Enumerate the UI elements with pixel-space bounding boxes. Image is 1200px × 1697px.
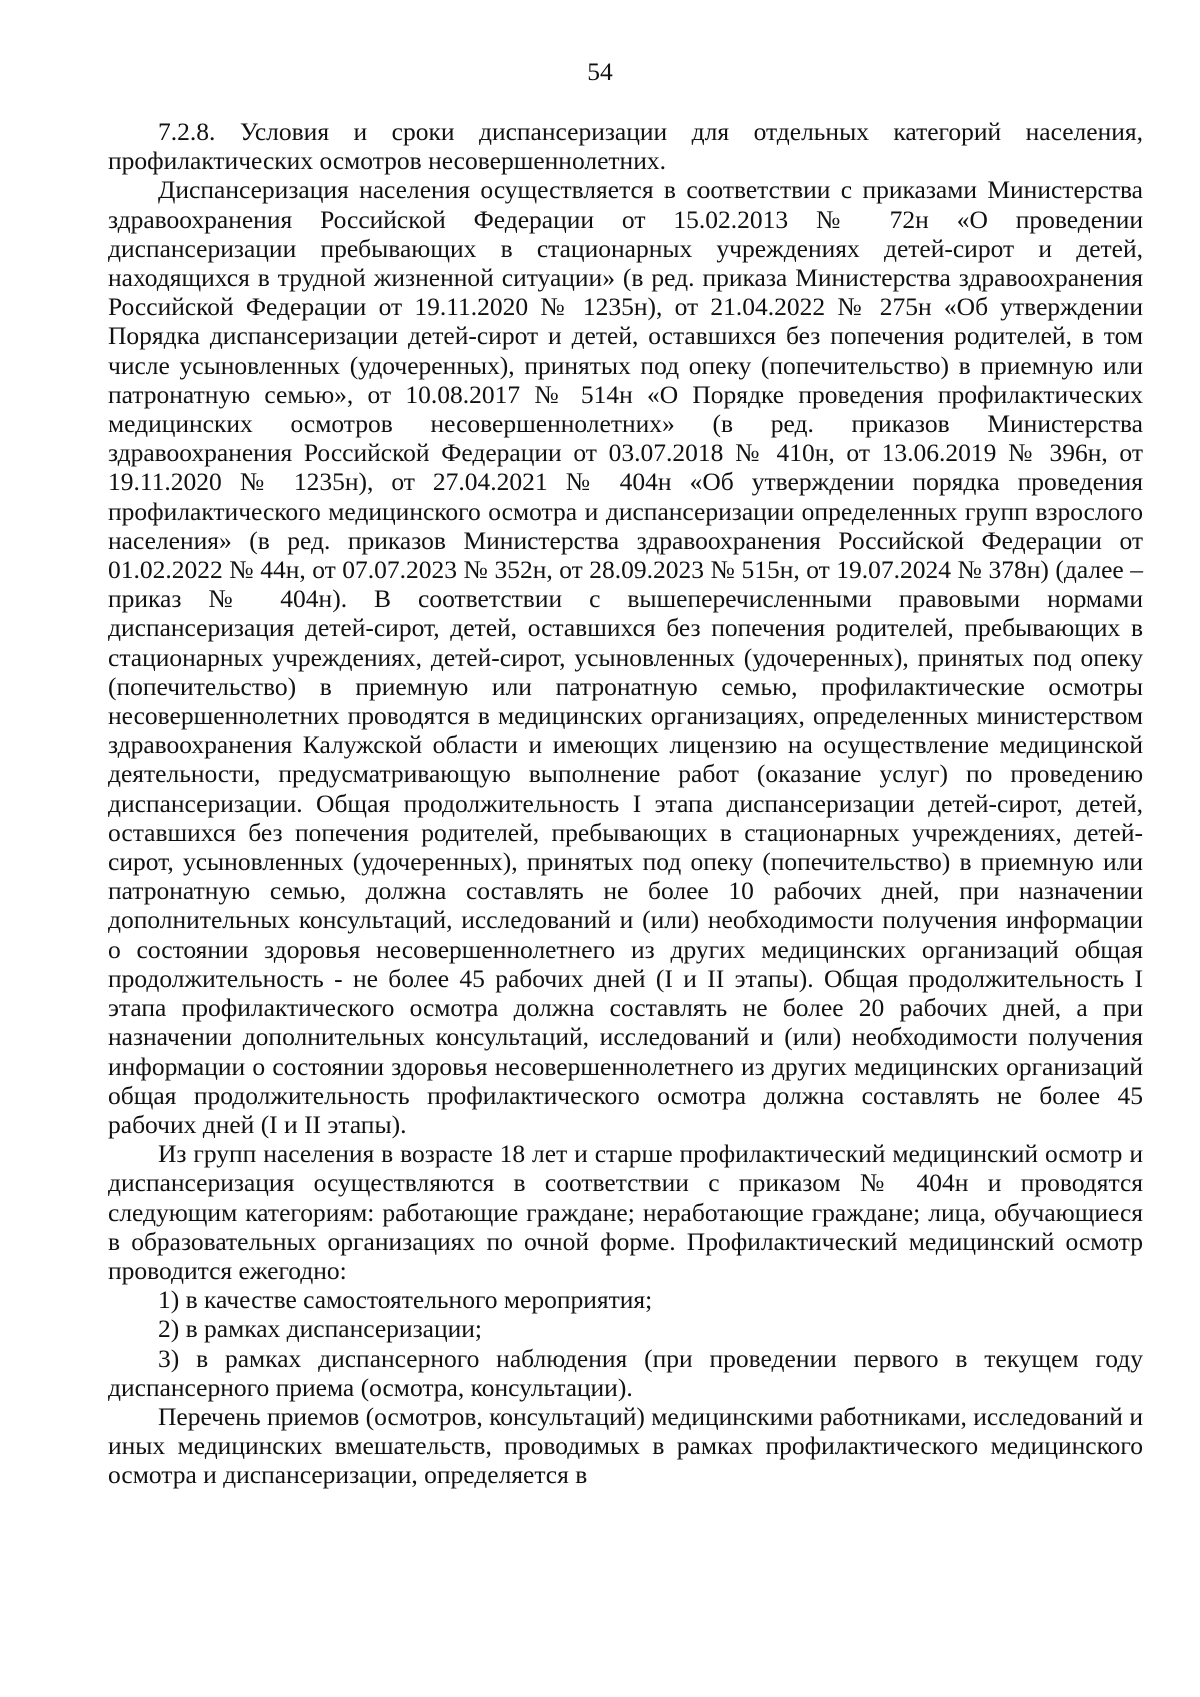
body-paragraph: Из групп населения в возрасте 18 лет и старше профилактический медицинский осмотр и диспансеризация осуществляются в соответствии с приказом № 404н и проводятся следующим категориям: работающие граждане; неработающие граждане; лица, обучающиеся в образовательных организациях по очной форме. Профилактический медицинский осмотр проводится ежегодно: bbox=[108, 1139, 1143, 1285]
body-paragraph: Диспансеризация населения осуществляется в соответствии с приказами Министерства здравоохранения Российской Федерации от 15.02.2013 № 72н «О проведении диспансеризации пребывающих в стационарных учреждениях детей-сирот и детей, находящихся в трудной жизненной ситуации» (в ред. приказа Министерства здравоохранения Российской Федерации от 19.11.2020 № 1235н), от 21.04.2022 № 275н «Об утверждении Порядка диспансеризации детей-сирот и детей, оставшихся без попечения родителей, в том числе усыновленных (удочеренных), принятых под опеку (попечительство) в приемную или патронатную семью», от 10.08.2017 № 514н «О Порядке проведения профилактических медицинских осмотров несовершеннолетних» (в ред. приказов Министерства здравоохранения Российской Федерации от 03.07.2018 № 410н, от 13.06.2019 № 396н, от 19.11.2020 № 1235н), от 27.04.2021 № 404н «Об утверждении порядка проведения профилактического медицинского осмотра и диспансеризации определенных групп взрослого населения» (в ред. приказов Министерства здравоохранения Российской Федерации от 01.02.2022 № 44н, от 07.07.2023 № 352н, от 28.09.2023 № 515н, от 19.07.2024 № 378н) (далее – приказ № 404н). В соответствии с вышеперечисленными правовыми нормами диспансеризация детей-сирот, детей, оставшихся без попечения родителей, пребывающих в стационарных учреждениях, детей-сирот, усыновленных (удочеренных), принятых под опеку (попечительство) в приемную или патронатную семью, профилактические осмотры несовершеннолетних проводятся в медицинских организациях, определенных министерством здравоохранения Калужской области и имеющих лицензию на осуществление медицинской деятельности, предусматривающую выполнение работ (оказание услуг) по проведению диспансеризации. Общая продолжительность I этапа диспансеризации детей-сирот, детей, оставшихся без попечения родителей, пребывающих в стационарных учреждениях, детей-сирот, усыновленных (удочеренных), принятых под опеку (попечительство) в приемную или патронатную семью, должна составлять не более 10 рабочих дней, при назначении дополнительных консультаций, исследований и (или) необходимости получения информации о состоянии здоровья несовершеннолетнего из других медицинских организаций общая продолжительность - не более 45 рабочих дней (I и II этапы). Общая продолжительность I этапа профилактического осмотра должна составлять не более 20 рабочих дней, а при назначении дополнительных консультаций, исследований и (или) необходимости получения информации о состоянии здоровья несовершеннолетнего из других медицинских организаций общая продолжительность профилактического осмотра должна составлять не более 45 рабочих дней (I и II этапы). bbox=[108, 175, 1143, 1139]
section-heading-paragraph: 7.2.8. Условия и сроки диспансеризации для отдельных категорий населения, профилактических осмотров несовершеннолетних. bbox=[108, 117, 1143, 176]
body-paragraph: Перечень приемов (осмотров, консультаций) медицинскими работниками, исследований и иных медицинских вмешательств, проводимых в рамках профилактического медицинского осмотра и диспансеризации, определяется в bbox=[108, 1401, 1143, 1490]
document-body bbox=[108, 117, 1143, 1490]
page-number: 54 bbox=[587, 57, 613, 86]
list-item: 2) в рамках диспансеризации; bbox=[158, 1314, 482, 1344]
list-item: 3) в рамках диспансерного наблюдения (при проведении первого в текущем году диспансерного приема (осмотра, консультации). bbox=[108, 1343, 1143, 1402]
list-item: 1) в качестве самостоятельного мероприятия; bbox=[158, 1285, 653, 1315]
